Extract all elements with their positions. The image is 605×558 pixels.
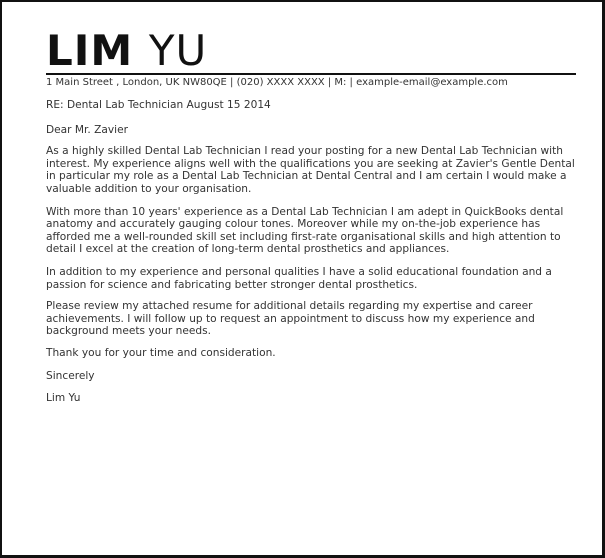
body-paragraph-3: In addition to my experience and personal qualities I have a solid educational foundation and a passion for science and fabricating better stronger dental prosthetics.: [46, 265, 552, 291]
closing: Sincerely: [46, 369, 95, 382]
sender-name: [46, 26, 576, 75]
sender-last-name: YU: [148, 26, 208, 75]
thank-you-line: Thank you for your time and consideration.: [46, 346, 276, 359]
signature-name: Lim Yu: [46, 392, 81, 405]
sender-first-name: LIM: [46, 26, 134, 75]
subject-line: RE: Dental Lab Technician August 15 2014: [46, 99, 271, 111]
letter-content: [46, 26, 576, 405]
body-paragraph-1: As a highly skilled Dental Lab Technician I read your posting for a new Dental Lab Technician with interest. My experience aligns well with the qualifications you are seeking at Zavier's Gentle Dental in particular my role as a Dental Lab Technician at Dental Central and I am certain I would make a valuable addition to your organisation.: [46, 145, 575, 195]
body-paragraph-2: With more than 10 years' experience as a Dental Lab Technician I am adept in QuickBooks dental anatomy and accurately gauging colour tones. Moreover while my on-the-job experience has afforded me a well-rounded skill set including first-rate organisational skills and high attention to detail I excel at the creation of long-term dental prosthetics and appliances.: [46, 205, 564, 256]
greeting: Dear Mr. Zavier: [46, 123, 128, 136]
body-paragraph-4: Please review my attached resume for additional details regarding my expertise and career achievements. I will follow up to request an appointment to discuss how my experience and background meets your needs.: [46, 300, 535, 338]
contact-line: 1 Main Street , London, UK NW80QE | (020) XXXX XXXX | M: | example-email@example.com: [46, 73, 576, 89]
